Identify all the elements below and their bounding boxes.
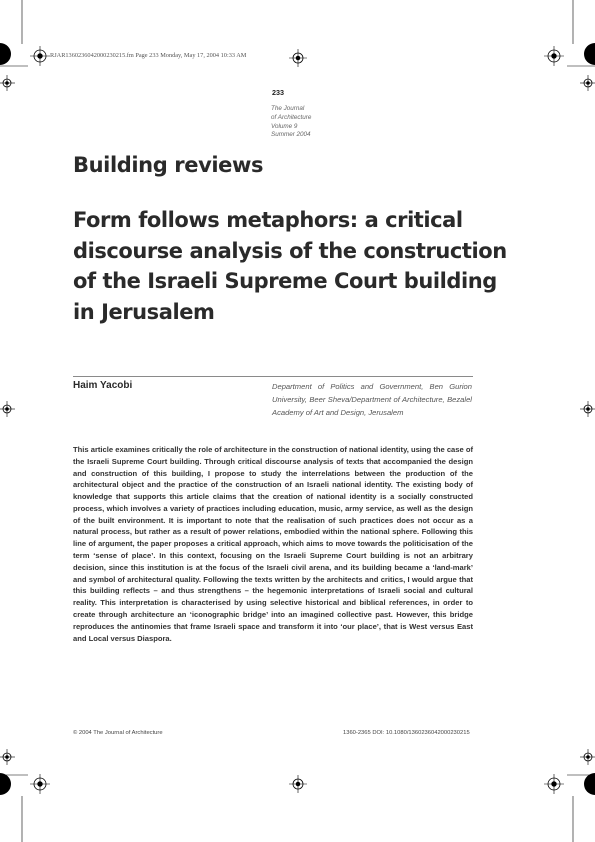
author-affiliation: Department of Politics and Government, Ben Gurion University, Beer Sheva/Department of Architecture, Bezalel Academy of Art and Design, Jerusalem [272, 382, 472, 417]
article-title: Form follows metaphors: a critical discourse analysis of the construction of the Israeli Supreme Court building in Jerusalem [73, 208, 507, 324]
registration-half-circle [584, 43, 595, 65]
journal-name-line-1: The Journal [271, 105, 305, 112]
journal-issue-date: Summer 2004 [271, 131, 311, 139]
copyright-notice: © 2004 The Journal of Architecture [73, 730, 163, 736]
journal-volume: Volume 9 [271, 122, 298, 130]
author-name: Haim Yacobi [73, 380, 133, 391]
registration-half-circle [0, 43, 11, 65]
journal-info [271, 105, 311, 140]
journal-name-line-2: of Architecture [271, 113, 312, 121]
page-number: 233 [272, 88, 284, 97]
doi-line: 1360-2365 DOI: 10.1080/1360236042000230215 [343, 730, 470, 736]
section-title: Building reviews [73, 153, 264, 177]
registration-half-circle [0, 773, 11, 795]
registration-half-circle [584, 773, 595, 795]
print-file-header: RJAR136023604200023021​5.fm Page 233 Monday, May 17, 2004 10:33 AM [50, 52, 247, 59]
author-divider [73, 376, 473, 377]
abstract: This article examines critically the role of architecture in the construction of national identity, using the case of the Israeli Supreme Court building. Through critical discourse analysis of texts that accompanied the design and construction of this building, I propose to study the interrelations between the production of the architectural object and the practice of the construction of an Israeli national identity. The existing body of knowledge that supports this article claims that the creation of national identity is a socially constructed process, which involves a variety of practices including education, music, army service, as well as the design of the built environment. It is important to note that the realisation of such practices does not occur as a natural process, but rather as a result of power relations, embodied within the national sphere. Following this line of argument, the paper proposes a critical approach, which aims to move towards the politicisation of the term ‘sense of place’. In this context, focusing on the Israeli Supreme Court building is not an arbitrary decision, since this institution is at the focus of the Israeli civil arena, and its building became a ‘land-mark’ and symbol of architectural quality. Following the texts written by the architects and critics, I would argue that this building reflects – and thus strengthens – the hegemonic interpretations of Israeli social and cultural reality. This interpretation is characterised by using selective historical and biblical references, in order to create through architecture an ‘iconographic bridge’ into an imagined collective past. However, this bridge reproduces the antinomies that frame Israeli space and transform it into ‘our place’, that is West versus East and Local versus Diaspora. [73, 445, 473, 643]
